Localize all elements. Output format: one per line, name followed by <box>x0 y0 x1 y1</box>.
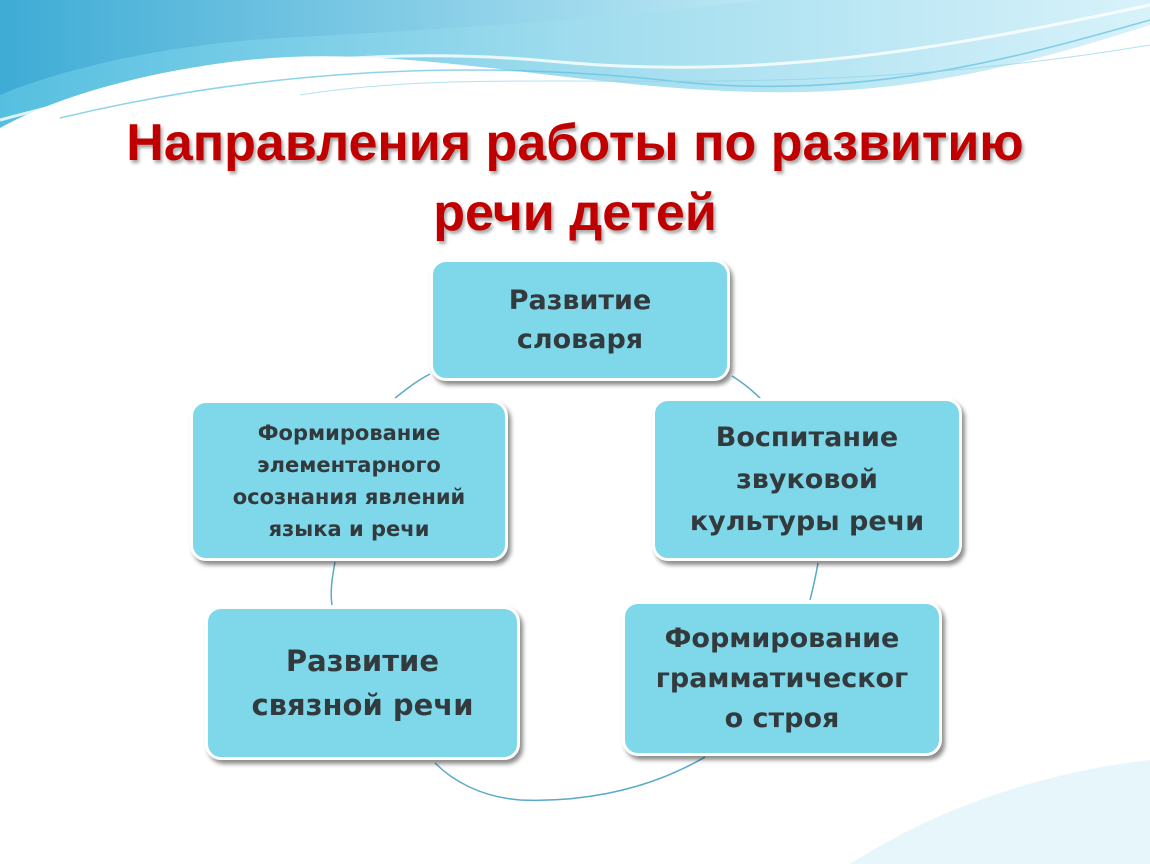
node-text-line: звуковой <box>736 463 878 495</box>
connector-2-3 <box>810 563 818 600</box>
connector-3-4 <box>435 757 705 800</box>
node-razvitie-svyaznoy-rechi <box>205 606 520 760</box>
node-text-line: Формирование <box>257 420 441 445</box>
node-text-line: Формирование <box>664 622 900 654</box>
node-text-line: словаря <box>516 324 644 355</box>
node-text-line: о строя <box>724 702 840 734</box>
node-text-line: связной речи <box>251 688 474 722</box>
node-text-line: элементарного <box>257 452 441 477</box>
node-text-line: Развитие <box>508 285 652 316</box>
node-formirovanie-grammaticheskogo-stroya <box>622 601 942 756</box>
slide-title <box>75 108 1075 248</box>
slide-title-line-1: Направления работы по развитию <box>126 114 1024 172</box>
node-text-line: Развитие <box>285 644 440 678</box>
node-text-line: осознания явлений <box>232 484 466 509</box>
node-razvitie-slovarya <box>430 259 730 381</box>
slide-title-line-2: речи детей <box>433 184 717 242</box>
node-text-line: языка и речи <box>268 516 430 541</box>
node-text-line: культуры речи <box>689 505 925 537</box>
connector-1-2 <box>732 376 762 400</box>
connector-4-5 <box>331 562 335 605</box>
connector-5-1 <box>395 374 430 398</box>
bottom-haze <box>850 760 1150 864</box>
node-formirovanie-osoznaniya <box>190 400 508 561</box>
node-text-line: Воспитание <box>715 421 899 453</box>
node-text-line: грамматическог <box>655 662 909 694</box>
node-vospitanie-zvukovoy-kultury <box>652 398 962 561</box>
